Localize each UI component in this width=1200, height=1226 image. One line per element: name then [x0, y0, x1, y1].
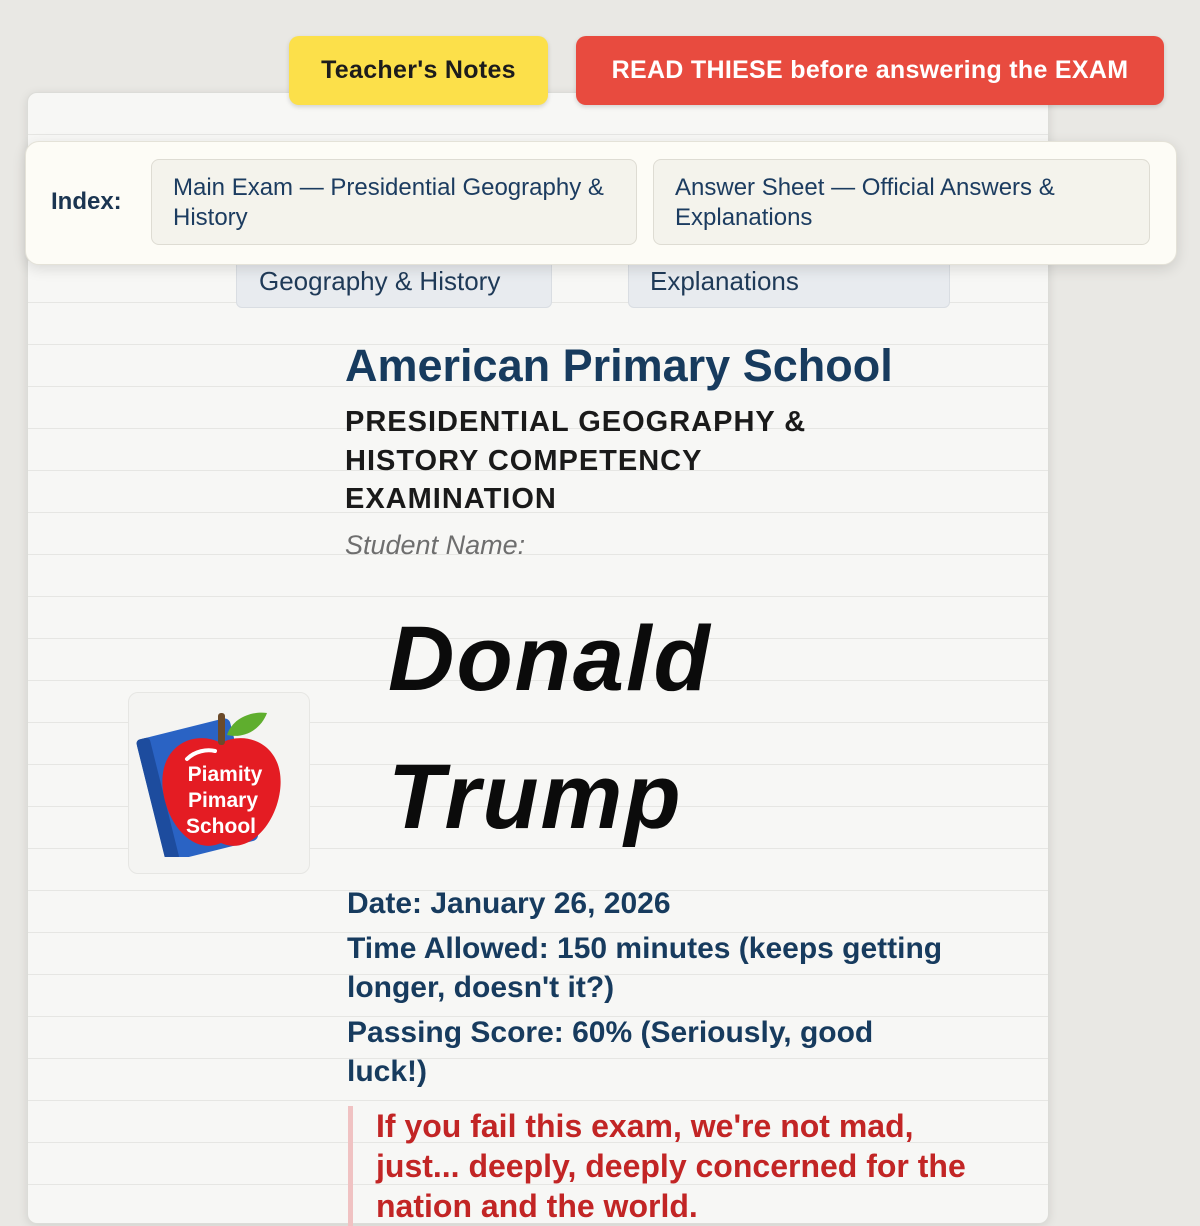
time-allowed: Time Allowed: 150 minutes (keeps getting longer, doesn't it?) [347, 932, 943, 1004]
apple-book-logo-icon [135, 707, 303, 857]
background-index-link-answer-sheet[interactable]: Explanations [628, 253, 950, 308]
exam-date: Date: January 26, 2026 [347, 887, 671, 920]
teachers-notes-button[interactable]: Teacher's Notes [289, 36, 548, 105]
warning-callout: If you fail this exam, we're not mad, just... deeply, deeply concerned for the nation and the world. [348, 1106, 988, 1226]
background-index-link-main-exam[interactable]: Geography & History [236, 253, 552, 308]
school-name: American Primary School [345, 340, 893, 391]
logo-text-line-2: Pimary [187, 789, 259, 812]
passing-score: Passing Score: 60% (Seriously, good luck!) [347, 1016, 874, 1088]
index-link-main-exam[interactable]: Main Exam — Presidential Geography & History [151, 159, 637, 245]
index-bar [25, 141, 1177, 265]
index-link-answer-sheet[interactable]: Answer Sheet — Official Answers & Explanations [653, 159, 1150, 245]
index-label: Index: [51, 188, 122, 215]
read-these-button[interactable]: READ THIESE before answering the EXAM [576, 36, 1164, 105]
logo-text-line-3: School [185, 815, 257, 838]
logo-text-line-1: Piamity [187, 763, 263, 786]
exam-title: PRESIDENTIAL GEOGRAPHY & HISTORY COMPETENCY EXAMINATION [345, 406, 807, 515]
school-logo [128, 692, 310, 874]
student-name-label: Student Name: [345, 530, 526, 560]
student-name-value: Donald Trump [388, 608, 712, 848]
